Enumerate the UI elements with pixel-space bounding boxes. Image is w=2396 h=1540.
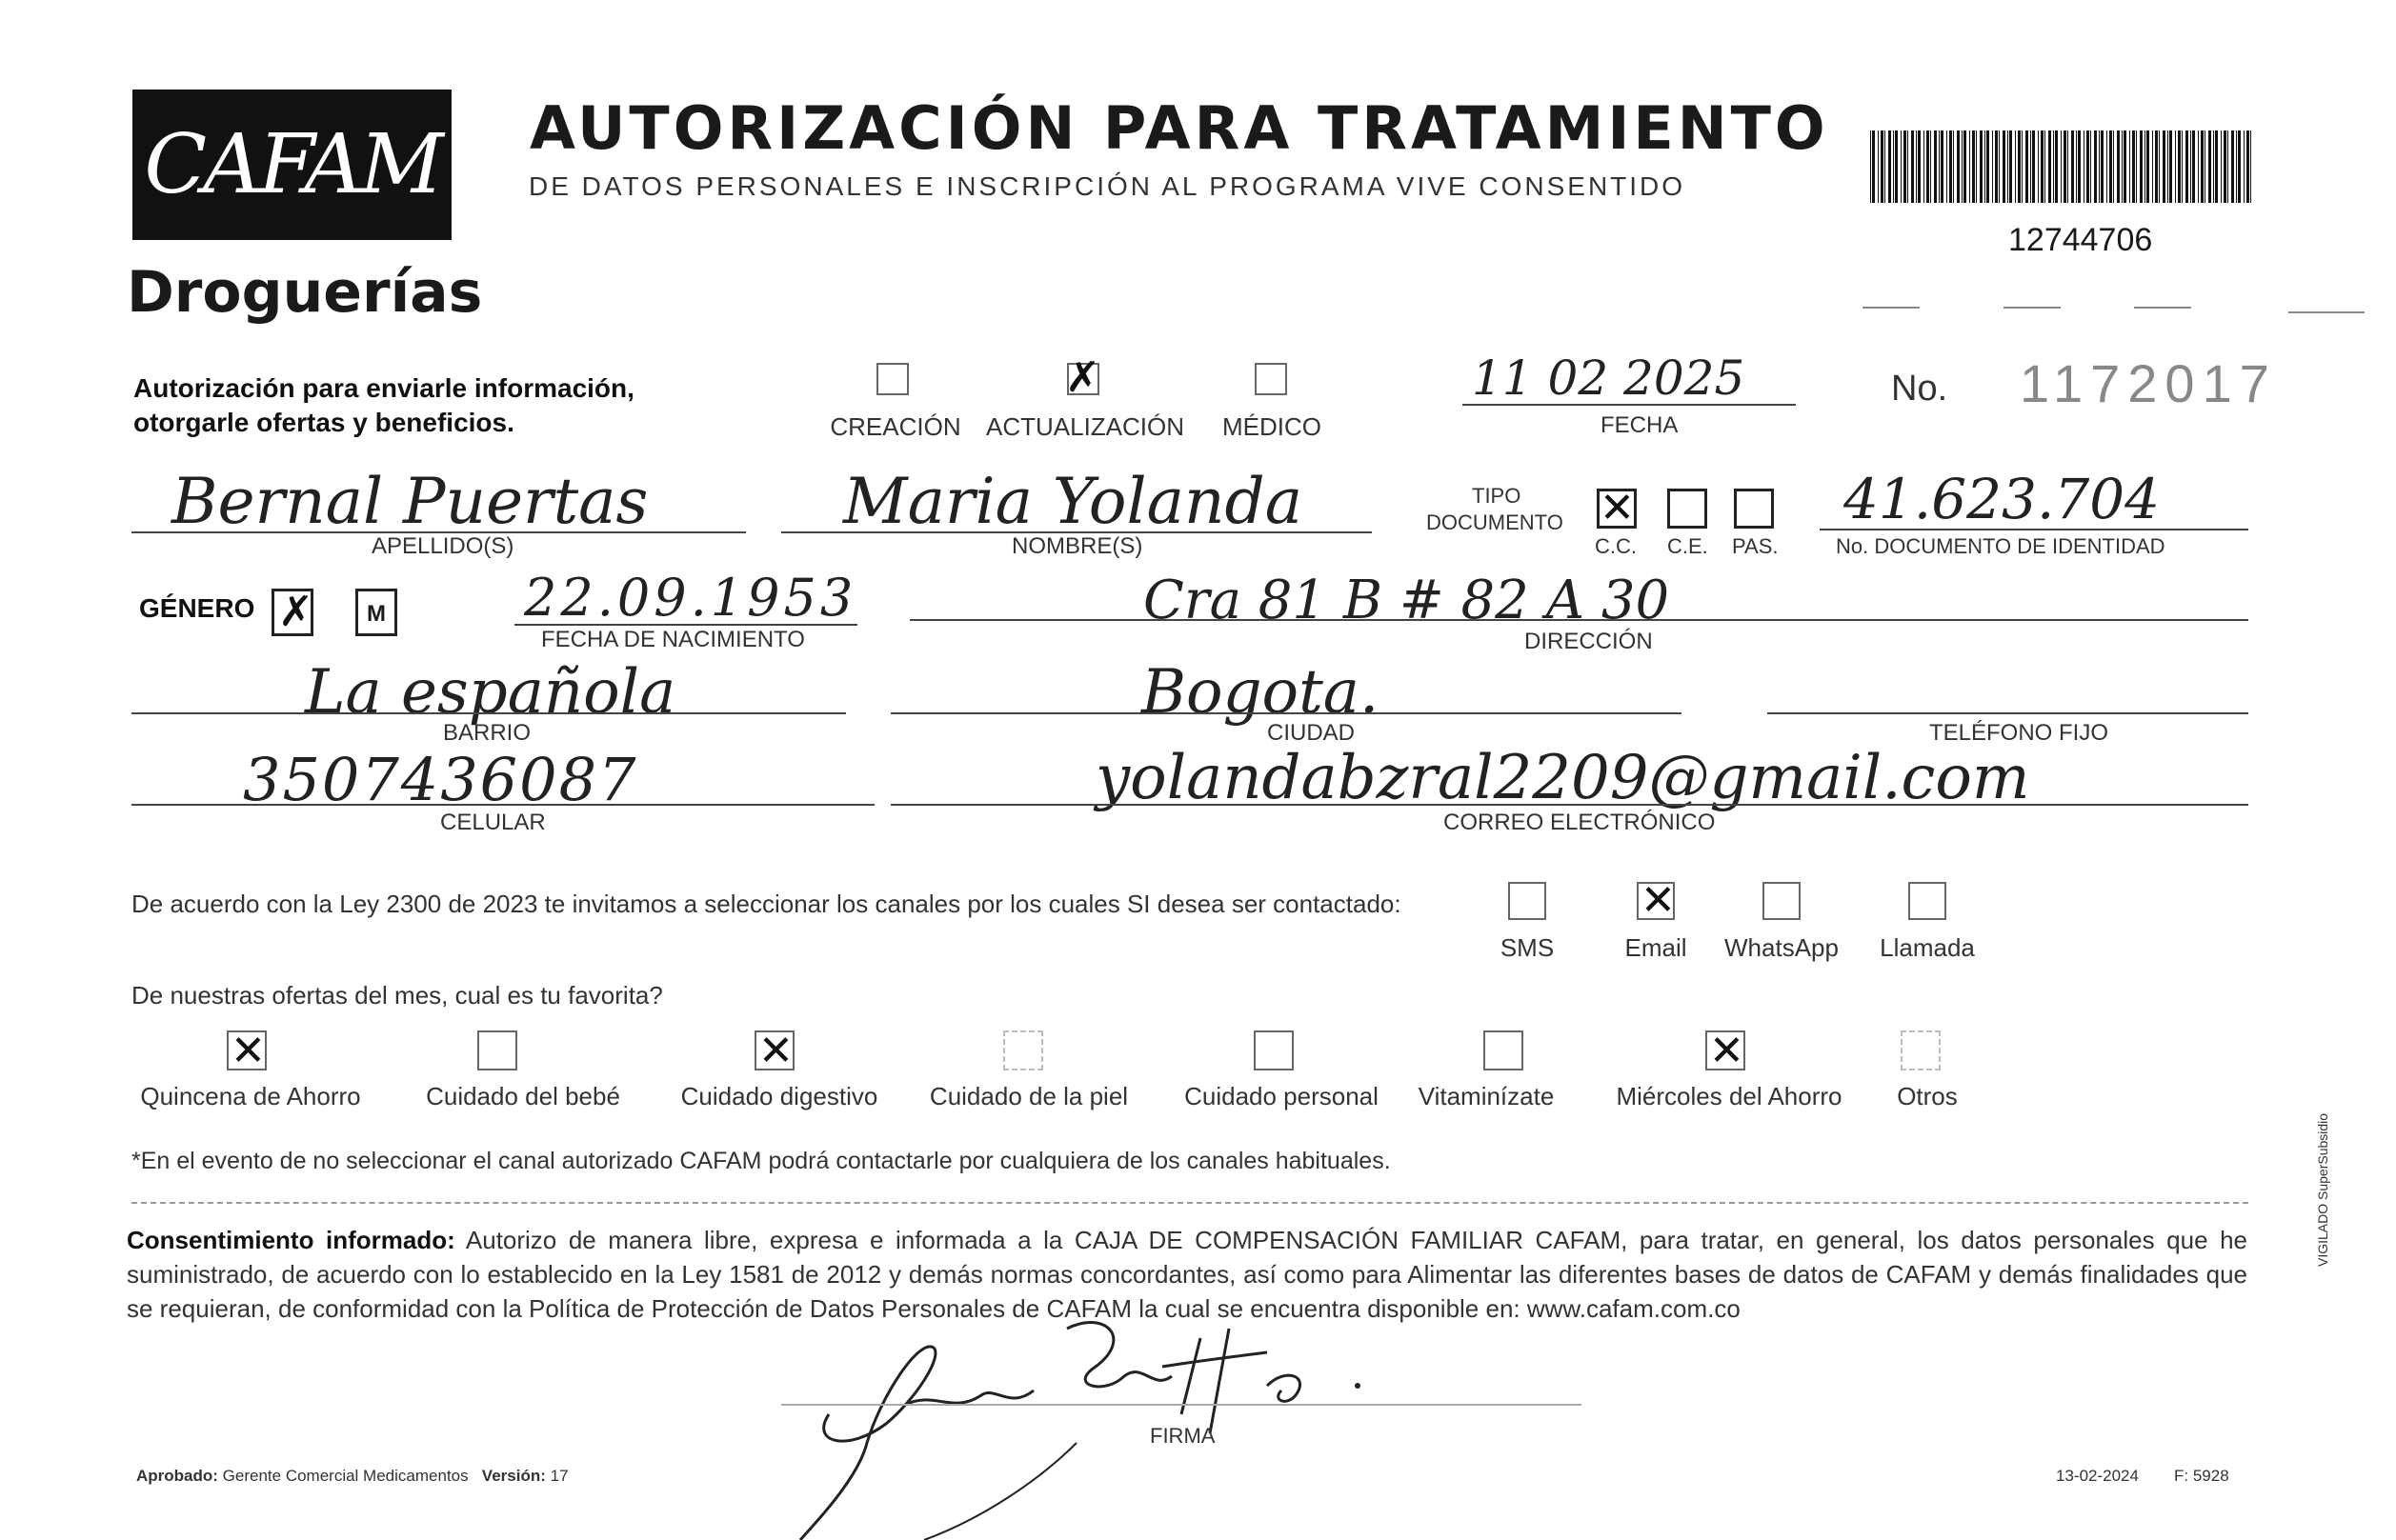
cc-label: C.C. <box>1595 534 1637 558</box>
direccion-label: DIRECCIÓN <box>1524 629 1653 654</box>
creacion-checkbox[interactable] <box>876 363 909 395</box>
cc-checkbox[interactable]: ✕ <box>1597 489 1637 529</box>
auth-text-2: otorgarle ofertas y beneficios. <box>133 408 514 437</box>
offer-label: Cuidado del bebé <box>426 1082 620 1110</box>
doc-number-label: No. DOCUMENTO DE IDENTIDAD <box>1836 534 2165 558</box>
offer-checkbox[interactable] <box>1901 1030 1941 1070</box>
vigilado-vertical-text: VIGILADO SuperSubsidio <box>2315 1112 2330 1267</box>
email-checkbox[interactable]: ✕ <box>1637 882 1675 920</box>
form-subtitle: DE DATOS PERSONALES E INSCRIPCIÓN AL PROGRAMA VIVE CONSENTIDO <box>529 171 1686 201</box>
celular-label: CELULAR <box>440 810 546 835</box>
form-number: 1172017 <box>2020 353 2277 413</box>
sms-label: SMS <box>1500 933 1555 962</box>
footer-date: 13-02-2024 <box>2056 1467 2139 1485</box>
llamada-label: Llamada <box>1880 933 1975 962</box>
brand-name: Droguerías <box>127 259 483 326</box>
offer-label: Miércoles del Ahorro <box>1616 1082 1842 1110</box>
signature-label: FIRMA <box>1150 1424 1216 1448</box>
ce-label: C.E. <box>1667 534 1708 558</box>
offer-checkbox[interactable] <box>477 1030 517 1070</box>
whatsapp-checkbox[interactable] <box>1762 882 1801 920</box>
offer-label: Cuidado personal <box>1184 1082 1379 1110</box>
tipo-doc-label-2: DOCUMENTO <box>1426 510 1563 534</box>
offer-checkbox[interactable]: ✕ <box>227 1030 267 1070</box>
offer-checkbox[interactable] <box>1003 1030 1043 1070</box>
offer-label: Cuidado digestivo <box>680 1082 878 1110</box>
barcode <box>1870 130 2251 203</box>
offer-checkbox[interactable] <box>1254 1030 1294 1070</box>
offer-label: Cuidado de la piel <box>929 1082 1129 1110</box>
fecha-label: FECHA <box>1601 412 1679 438</box>
auth-text-1: Autorización para enviarle información, <box>133 373 634 403</box>
barcode-number: 12744706 <box>2008 222 2153 258</box>
pas-label: PAS. <box>1732 534 1779 558</box>
nacimiento-label: FECHA DE NACIMIENTO <box>541 627 805 652</box>
llamada-checkbox[interactable] <box>1908 882 1946 920</box>
pas-checkbox[interactable] <box>1734 489 1774 529</box>
ciudad-value[interactable]: Bogota. <box>1141 657 1379 728</box>
apellidos-label: APELLIDO(S) <box>372 533 514 559</box>
offer-label: Otros <box>1897 1082 1958 1110</box>
ce-checkbox[interactable] <box>1667 489 1707 529</box>
email-channel-label: Email <box>1624 933 1687 962</box>
barrio-value[interactable]: La española <box>305 657 676 728</box>
offer-label: Vitaminízate <box>1418 1082 1555 1110</box>
ciudad-label: CIUDAD <box>1267 720 1356 746</box>
actualizacion-checkbox[interactable]: ✗ <box>1065 354 1100 401</box>
offers-note: *En el evento de no seleccionar el canal autorizado CAFAM podrá contactarle por cualquiera de los canales habituales. <box>131 1148 1391 1174</box>
signature-image <box>791 1300 1381 1540</box>
genero-m-checkbox[interactable] <box>355 589 397 636</box>
offer-checkbox[interactable]: ✕ <box>1705 1030 1745 1070</box>
form-title: AUTORIZACIÓN PARA TRATAMIENTO <box>530 93 1829 163</box>
doc-number-value[interactable]: 41.623.704 <box>1843 467 2161 531</box>
barrio-label: BARRIO <box>443 720 532 746</box>
telefono-label: TELÉFONO FIJO <box>1929 720 2109 746</box>
actualizacion-label: ACTUALIZACIÓN <box>986 412 1185 441</box>
whatsapp-label: WhatsApp <box>1724 933 1839 962</box>
channels-question: De acuerdo con la Ley 2300 de 2023 te invitamos a seleccionar los canales por los cuales SI desea ser contactado: <box>131 890 1401 918</box>
medico-checkbox[interactable] <box>1255 363 1287 395</box>
footer-code: F: 5928 <box>2174 1467 2229 1485</box>
apellidos-value[interactable]: Bernal Puertas <box>171 465 649 538</box>
cafam-logo <box>132 90 452 240</box>
offer-checkbox[interactable] <box>1483 1030 1523 1070</box>
nacimiento-value[interactable]: 22.09.1953 <box>524 568 857 628</box>
nombres-label: NOMBRE(S) <box>1012 533 1143 559</box>
footer-approval: Aprobado: Gerente Comercial Medicamentos Versión: 17 <box>136 1467 569 1485</box>
medico-label: MÉDICO <box>1222 412 1321 441</box>
offers-question: De nuestras ofertas del mes, cual es tu favorita? <box>131 981 663 1010</box>
fecha-value[interactable]: 11 02 2025 <box>1472 350 1745 406</box>
genero-m-label: M <box>367 601 386 627</box>
offer-label: Quincena de Ahorro <box>140 1082 361 1110</box>
genero-f-checkbox[interactable]: ✗ <box>272 589 313 636</box>
no-label: No. <box>1891 369 1948 409</box>
direccion-value[interactable]: Cra 81 B # 82 A 30 <box>1143 570 1670 631</box>
tipo-doc-label-1: TIPO <box>1472 484 1521 508</box>
logo-text: CAFAM <box>144 117 440 212</box>
nombres-value[interactable]: Maria Yolanda <box>843 465 1303 538</box>
offer-checkbox[interactable]: ✕ <box>755 1030 795 1070</box>
consent-text: Autorizo de manera libre, expresa e informada a la CAJA DE COMPENSACIÓN FAMILIAR CAFAM, para tratar, en general, los datos personales que he suministrado, de acuerdo con lo establecido en la Ley 1581 de 2012 y demás normas concordantes, así como para Alimentar las diferentes bases de datos de CAFAM y demás finalidades que se requieran, de conformidad con la Política de Protección de Datos Personales de CAFAM la cual se encuentra disponible en: www.cafam.com.co <box>127 1226 2247 1323</box>
sms-checkbox[interactable] <box>1508 882 1546 920</box>
creacion-label: CREACIÓN <box>830 412 961 441</box>
email-label: CORREO ELECTRÓNICO <box>1443 810 1716 835</box>
consent-heading: Consentimiento informado: <box>127 1226 455 1254</box>
genero-label: GÉNERO <box>139 593 255 623</box>
email-value[interactable]: yolandabzral2209@gmail.com <box>1096 743 2030 813</box>
celular-value[interactable]: 3507436087 <box>243 745 638 814</box>
